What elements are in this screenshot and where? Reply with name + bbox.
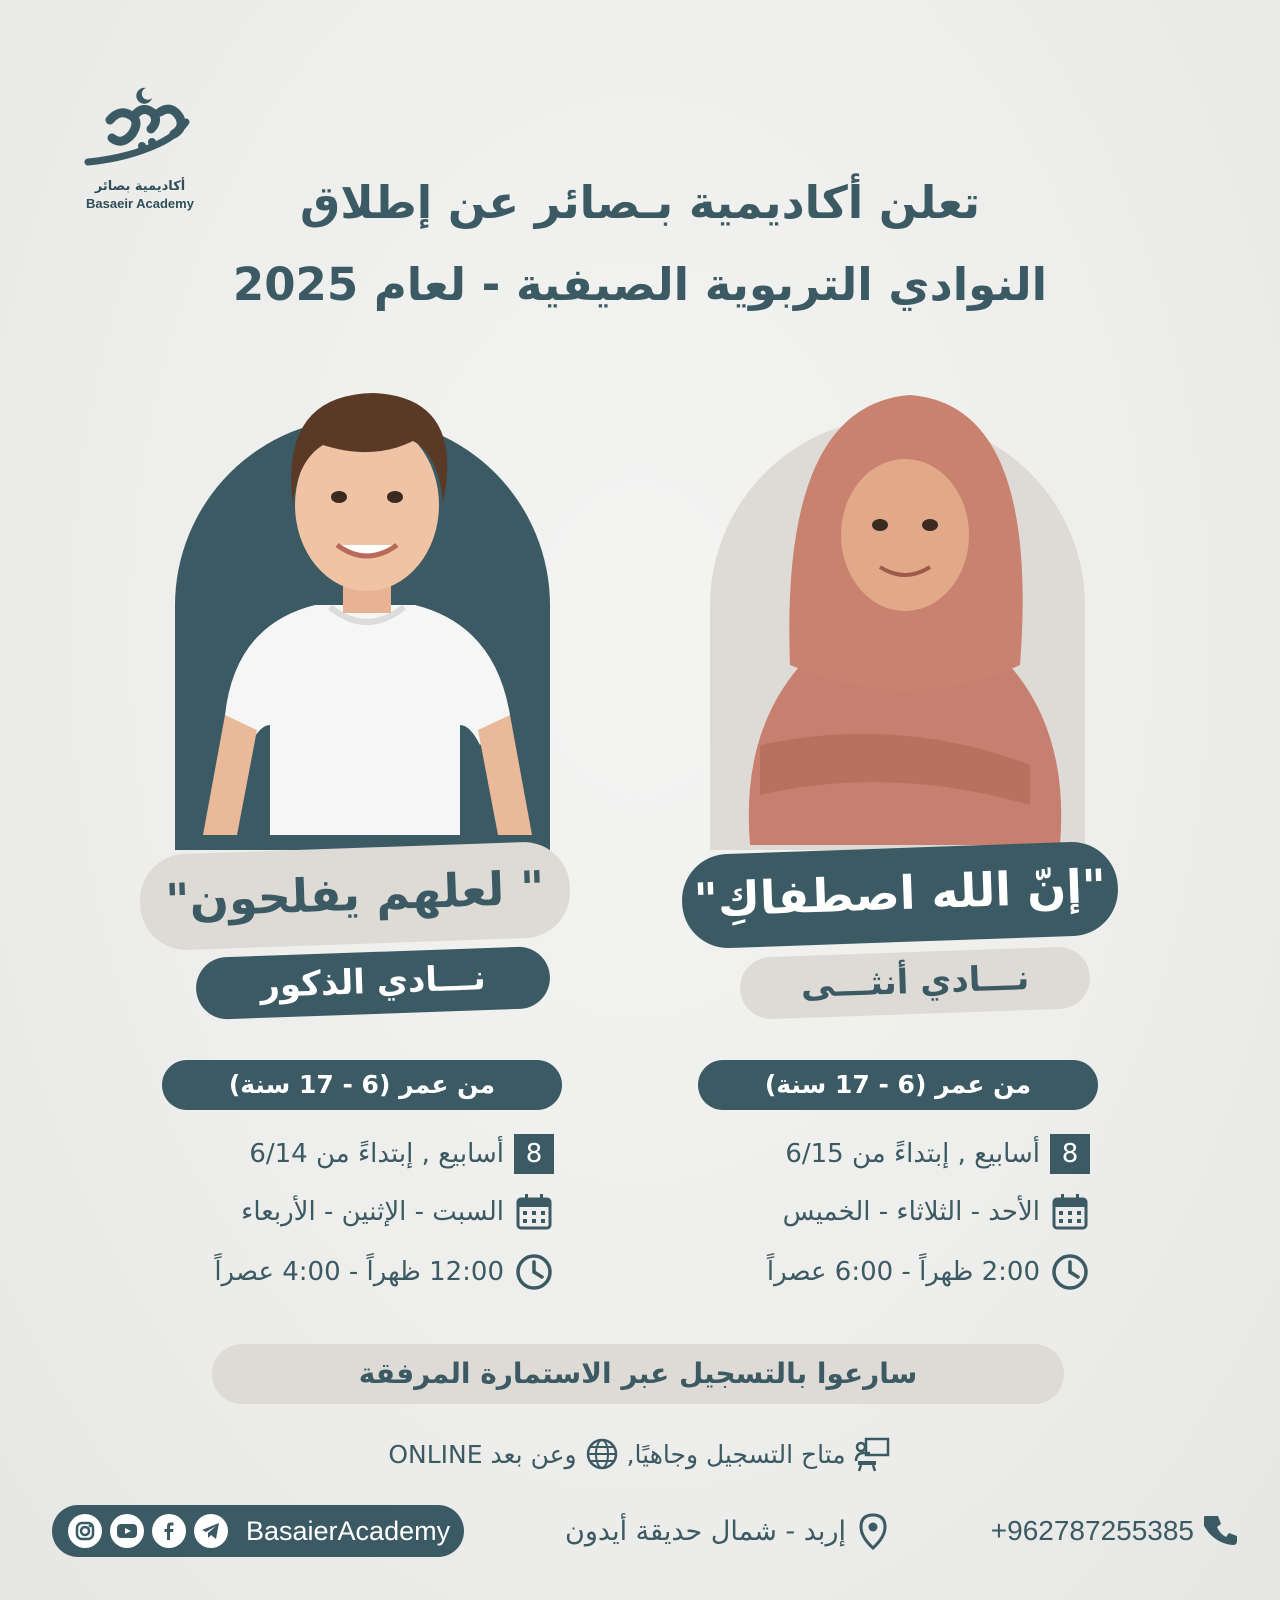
youtube-icon[interactable]	[110, 1514, 144, 1548]
boys-weeks-number: 8	[514, 1134, 554, 1174]
girls-days-row	[783, 1190, 1090, 1234]
logo-arabic-name: أكاديمية بصائر	[94, 179, 186, 194]
availability-text-2: وعن بعد ONLINE	[388, 1439, 577, 1469]
girls-club-label: نـــادي أنثـــى	[739, 946, 1091, 1020]
girls-weeks-number: 8	[1050, 1134, 1090, 1174]
girls-weeks-row	[785, 1132, 1090, 1176]
boys-weeks-text: أسابيع , إبتداءً من 6/14	[249, 1139, 504, 1169]
headline-line-2: النوادي التربوية الصيفية - لعام 2025	[232, 258, 1048, 311]
social-handle[interactable]: BasaierAcademy	[246, 1515, 451, 1546]
girls-age-range: من عمر (6 - 17 سنة)	[698, 1060, 1098, 1110]
classroom-icon	[854, 1435, 892, 1473]
logo-english-name: Basaeir Academy	[86, 196, 194, 211]
globe-icon	[585, 1437, 619, 1471]
address-text: إربد - شمال حديقة أيدون	[565, 1515, 846, 1547]
girls-weeks-text: أسابيع , إبتداءً من 6/15	[785, 1139, 1040, 1169]
social-media-bar	[52, 1505, 464, 1557]
phone-row	[950, 1505, 1240, 1557]
telegram-icon[interactable]	[194, 1514, 228, 1548]
phone-number[interactable]: +962787255385	[990, 1515, 1194, 1546]
clock-icon	[514, 1252, 554, 1292]
calligraphy-logo-icon	[80, 80, 200, 175]
girls-time-text: 2:00 ظهراً - 6:00 عصراً	[766, 1257, 1040, 1287]
calendar-icon	[514, 1192, 554, 1232]
clock-icon	[1050, 1252, 1090, 1292]
address-row	[520, 1505, 890, 1557]
boys-days-row	[241, 1190, 554, 1234]
phone-icon	[1204, 1513, 1240, 1549]
boys-time-row	[214, 1250, 554, 1294]
calendar-icon	[1050, 1192, 1090, 1232]
boys-time-text: 12:00 ظهراً - 4:00 عصراً	[214, 1257, 504, 1287]
girls-days-text: الأحد - الثلاثاء - الخميس	[782, 1197, 1040, 1227]
girls-quote: "إنّ الله اصطفاكِ"	[680, 840, 1119, 949]
availability-text-1: متاح التسجيل وجاهيًا,	[626, 1439, 846, 1469]
girls-time-row	[767, 1250, 1090, 1294]
boys-age-range: من عمر (6 - 17 سنة)	[162, 1060, 562, 1110]
boys-quote: " لعلهم يفلحون"	[138, 841, 571, 952]
instagram-icon[interactable]	[68, 1514, 102, 1548]
boys-weeks-row	[249, 1132, 554, 1176]
register-banner[interactable]: سارعوا بالتسجيل عبر الاستمارة المرفقة	[212, 1344, 1064, 1404]
girl-portrait-image	[720, 385, 1085, 855]
headline-line-1: تعلن أكاديمية بـصائر عن إطلاق	[300, 176, 980, 229]
availability-row	[340, 1430, 940, 1478]
location-pin-icon	[856, 1512, 890, 1550]
boy-portrait-image	[185, 385, 550, 855]
boys-days-text: السبت - الإثنين - الأربعاء	[241, 1197, 504, 1227]
boys-club-label: نـــادي الذكور	[195, 946, 551, 1020]
facebook-icon[interactable]	[152, 1514, 186, 1548]
